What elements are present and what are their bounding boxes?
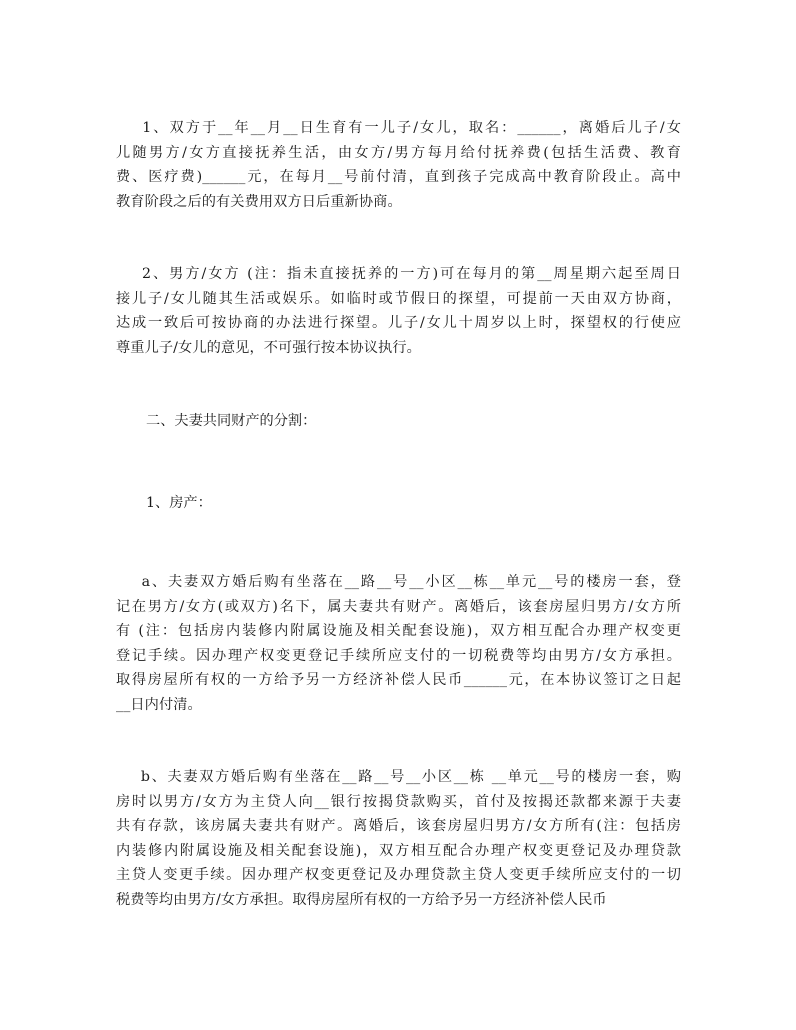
text-line: 达成一致后可按协商的办法进行探望。儿子/女儿十周岁以上时，探望权的行使应 bbox=[116, 315, 681, 331]
text-line: 接儿子/女儿随其生活或娱乐。如临时或节假日的探望，可提前一天由双方协商， bbox=[116, 290, 681, 307]
custody-clause-2 bbox=[116, 262, 681, 360]
text-line: 税费等均由男方/女方承担。取得房屋所有权的一方给予另一方经济补偿人民币 bbox=[116, 891, 607, 908]
property-heading: 1、房产： bbox=[146, 495, 212, 511]
text-line: 房时以男方/女方为主贷人向__银行按揭贷款购买，首付及按揭还款都来源于夫妻 bbox=[116, 793, 681, 810]
text-line: 内装修内附属设施及相关配套设施)，双方相互配合办理产权变更登记及办理贷款 bbox=[116, 842, 681, 859]
text-line: b、夫妻双方婚后购有坐落在__路__号__小区__栋 __单元__号的楼房一套，购 bbox=[116, 769, 681, 785]
text-line: 2、男方/女方 (注：指未直接抚养的一方)可在每月的第__周星期六起至周日 bbox=[116, 266, 681, 282]
text-line: 记在男方/女方(或双方)名下，属夫妻共有财产。离婚后，该套房屋归男方/女方所 bbox=[116, 598, 681, 615]
text-line: 登记手续。因办理产权变更登记手续所应支付的一切税费等均由男方/女方承担。 bbox=[116, 647, 681, 664]
section-two-heading: 二、夫妻共同财产的分割： bbox=[146, 413, 317, 429]
property-clause-a bbox=[116, 570, 681, 717]
text-line: 尊重儿子/女儿的意见，不可强行按本协议执行。 bbox=[116, 339, 421, 356]
text-line: a、夫妻双方婚后购有坐落在__路__号__小区__栋__单元__号的楼房一套，登 bbox=[116, 574, 681, 590]
property-clause-b bbox=[116, 765, 681, 912]
text-line: 有 (注：包括房内装修内附属设施及相关配套设施)，双方相互配合办理产权变更 bbox=[116, 623, 681, 639]
text-line: __日内付清。 bbox=[116, 696, 202, 713]
text-line: 主贷人变更手续。因办理产权变更登记及办理贷款主贷人变更手续所应支付的一切 bbox=[116, 867, 681, 883]
text-line: 教育阶段之后的有关费用双方日后重新协商。 bbox=[116, 193, 402, 210]
text-line: 1、双方于__年__月__日生育有一儿子/女儿，取名：______，离婚后儿子/女 bbox=[116, 120, 681, 136]
text-line: 取得房屋所有权的一方给予另一方经济补偿人民币______元，在本协议签订之日起 bbox=[116, 672, 681, 688]
text-line: 共有存款，该房属夫妻共有财产。离婚后，该套房屋归男方/女方所有(注：包括房 bbox=[116, 818, 681, 834]
custody-clause-1 bbox=[116, 116, 681, 214]
text-line: 儿随男方/女方直接抚养生活，由女方/男方每月给付抚养费(包括生活费、教育 bbox=[116, 144, 681, 161]
text-line: 费、医疗费)______元，在每月__号前付清，直到孩子完成高中教育阶段止。高中 bbox=[116, 169, 681, 185]
